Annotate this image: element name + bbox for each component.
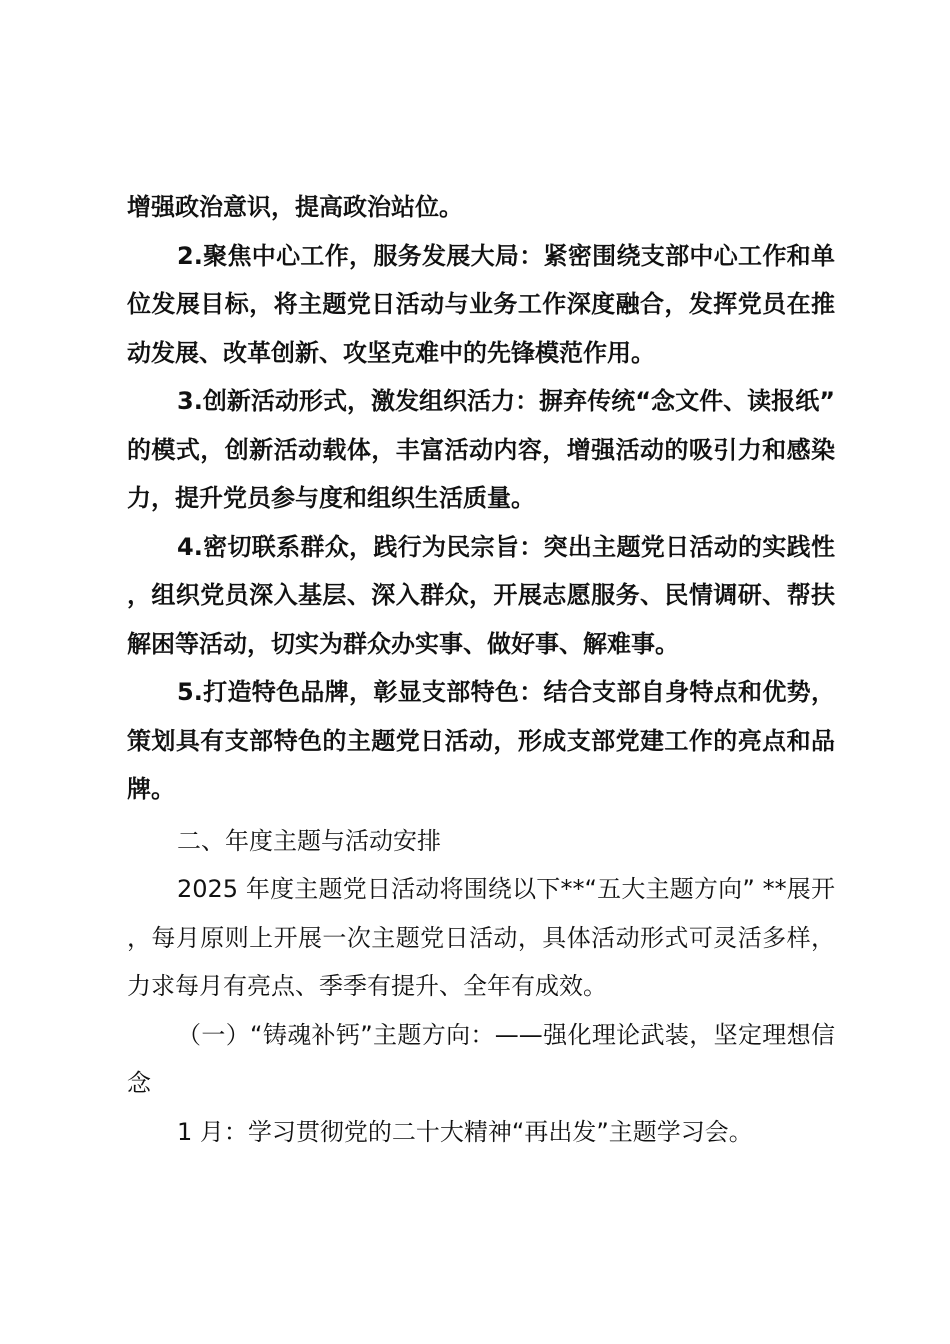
paragraph-item-4: 4.密切联系群众，践行为民宗旨：突出主题党日活动的实践性，组织党员深入基层、深入群众，开展志愿服务、民情调研、帮扶解困等活动，切实为群众办实事、做好事、解难事。	[127, 532, 835, 658]
paragraph-continuation: 增强政治意识，提高政治站位。	[127, 193, 463, 221]
paragraph-item-5: 5.打造特色品牌，彰显支部特色：结合支部自身特点和优势，策划具有支部特色的主题党日活动，形成支部党建工作的亮点和品牌。	[127, 678, 835, 803]
section-heading: 二、年度主题与活动安排	[177, 826, 441, 855]
subsection-heading: （一）“铸魂补钙”主题方向：——强化理论武装，坚定理想信念	[127, 1020, 835, 1097]
paragraph-item-2: 2.聚焦中心工作，服务发展大局：紧密围绕支部中心工作和单位发展目标，将主题党日活动与业务工作深度融合，发挥党员在推动发展、改革创新、攻坚克难中的先锋模范作用。	[127, 241, 835, 367]
document-body	[127, 183, 835, 1156]
paragraph-annual-plan: 2025 年度主题党日活动将围绕以下**“五大主题方向” **展开，每月原则上开展一次主题党日活动，具体活动形式可灵活多样，力求每月有亮点、季季有提升、全年有成效。	[127, 875, 835, 1000]
paragraph-item-3: 3.创新活动形式，激发组织活力：摒弃传统“念文件、读报纸”的模式，创新活动载体，丰富活动内容，增强活动的吸引力和感染力，提升党员参与度和组织生活质量。	[127, 387, 835, 512]
paragraph-january: 1 月：学习贯彻党的二十大精神“再出发”主题学习会。	[177, 1117, 753, 1146]
